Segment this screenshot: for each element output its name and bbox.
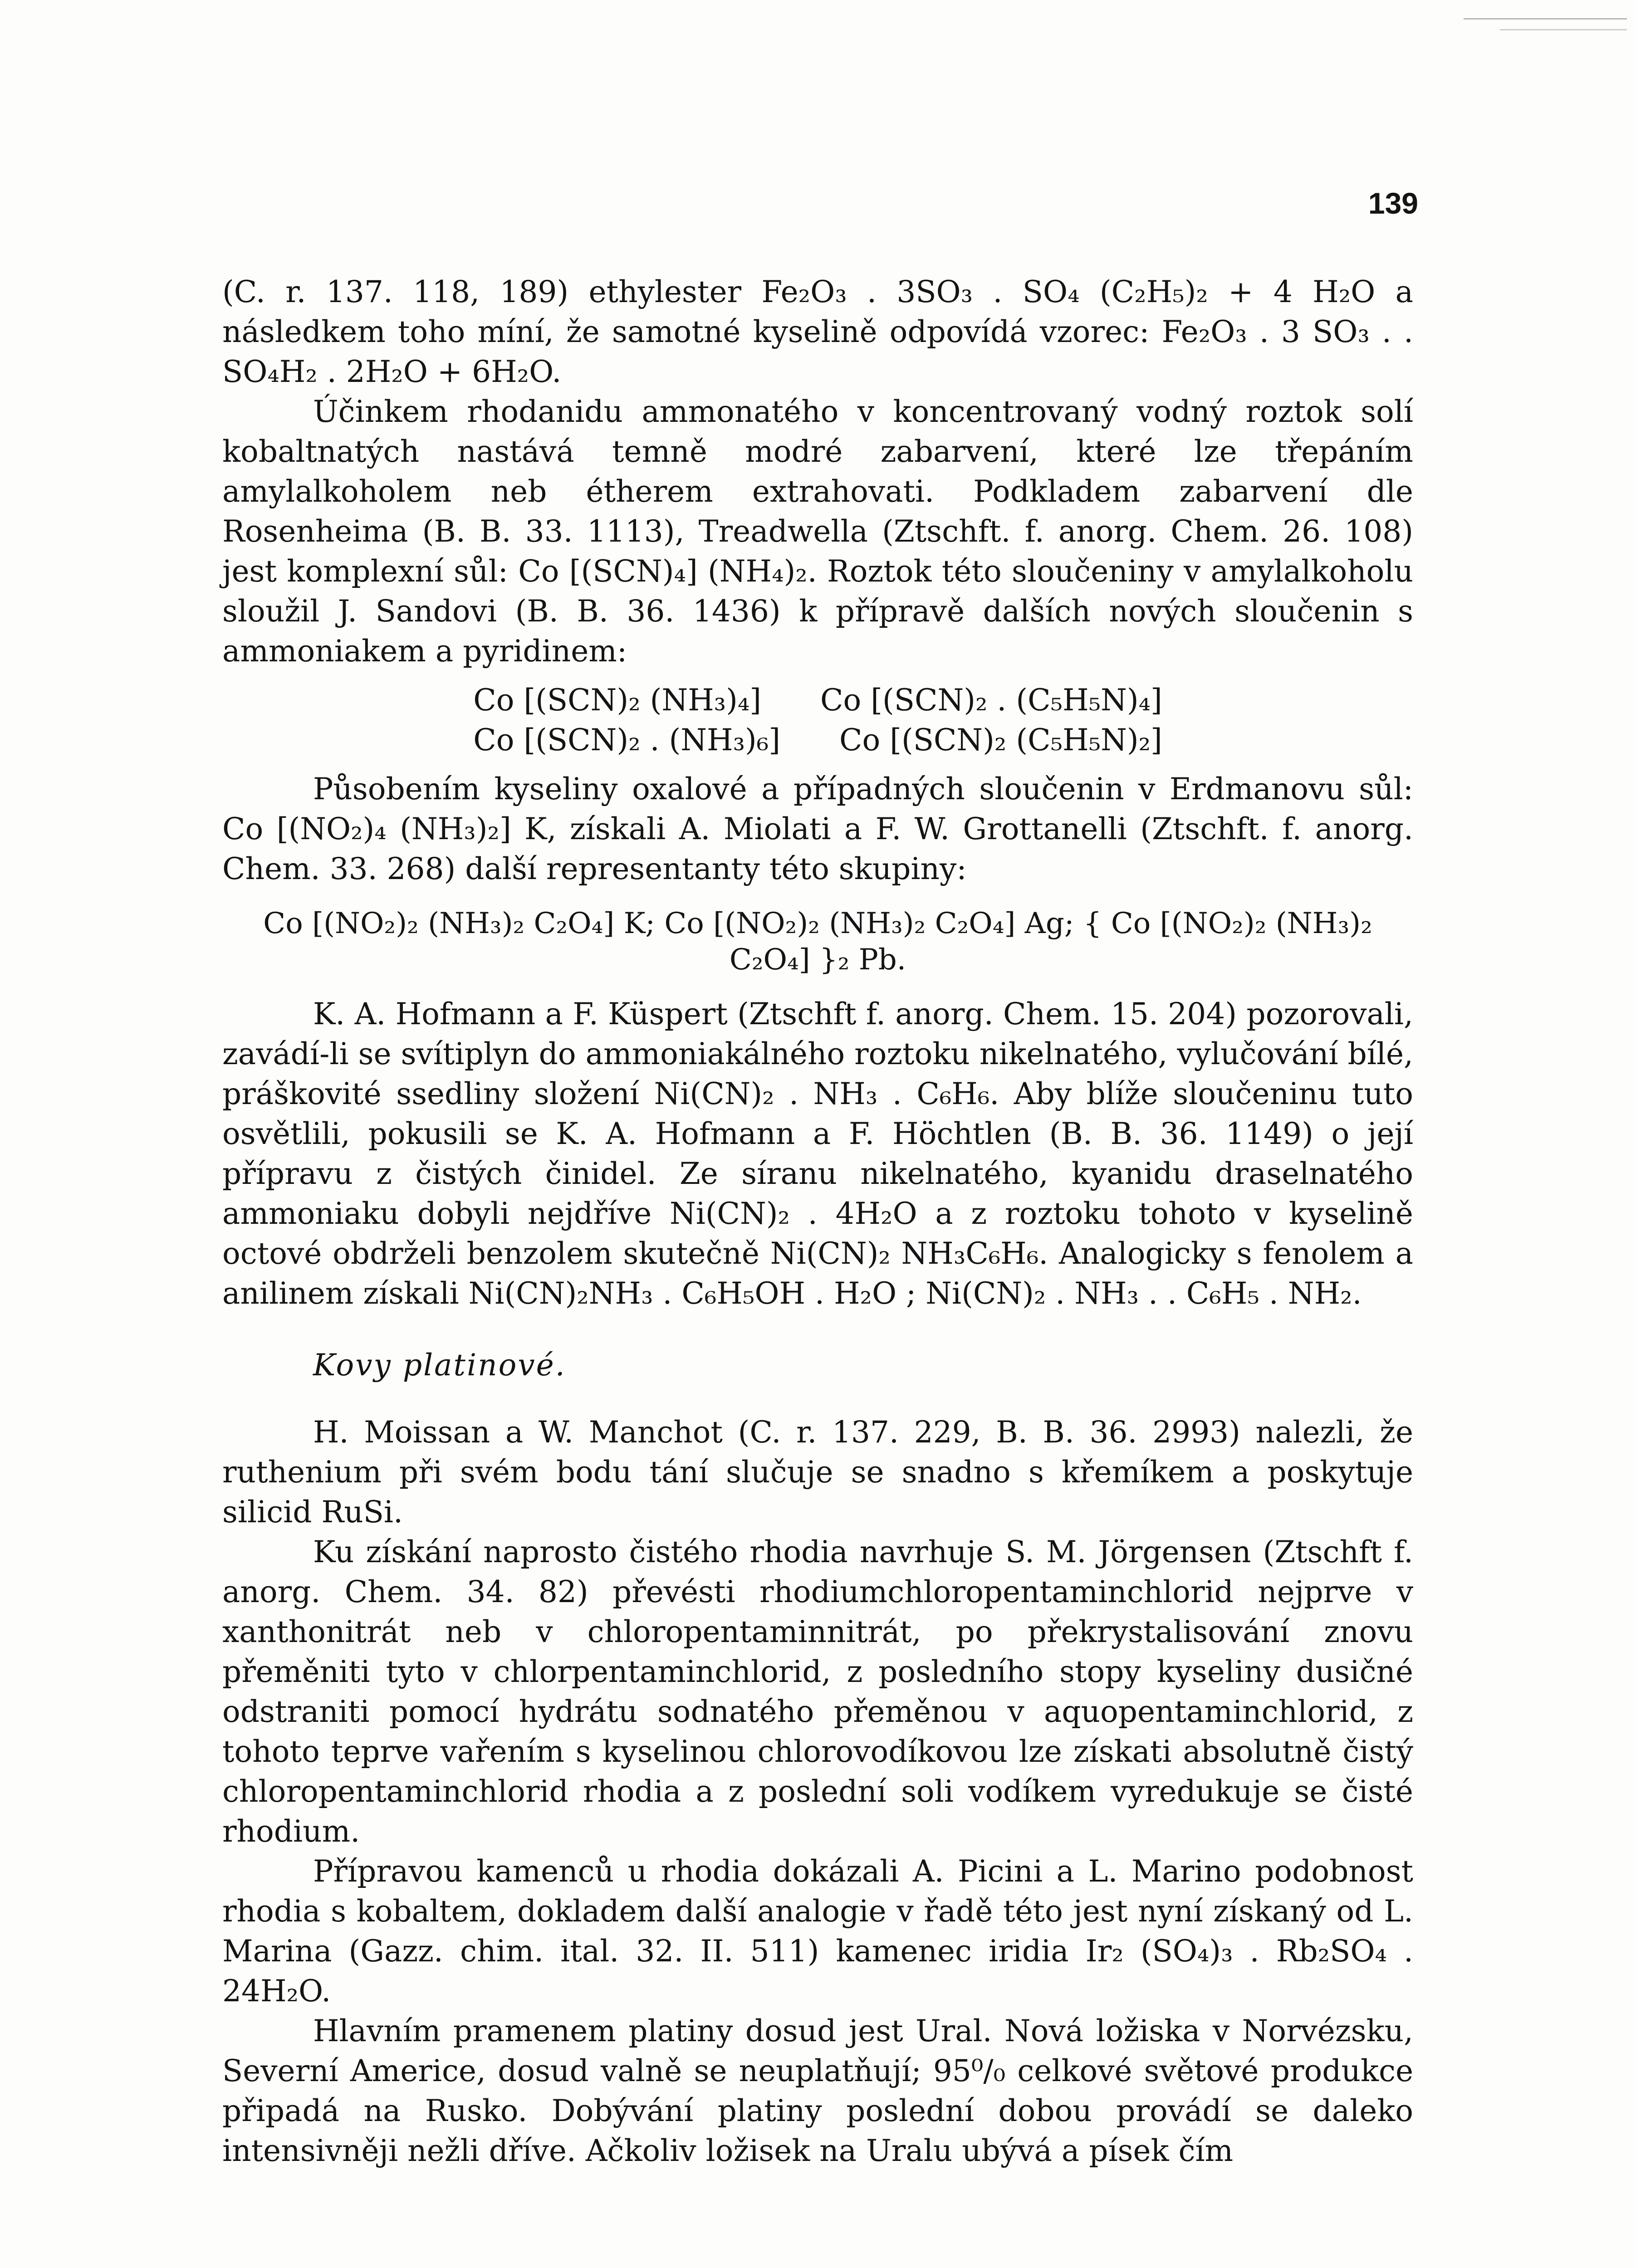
section-title: Kovy platinové. <box>313 1348 566 1383</box>
body-text <box>222 272 1413 2171</box>
page-number: 139 <box>1368 186 1418 220</box>
paragraph-picini: Přípravou kamenců u rhodia dokázali A. Picini a L. Marino podobnost rhodia s kobaltem, dokladem další analogie v řadě této jest nyní získaný od L. Marina (Gazz. chim. ital. 32. II. 511) kamenec iridia Ir₂ (SO₄)₃ . Rb₂SO₄ . 24H₂O. <box>222 1854 1413 2009</box>
formula-oxalato-complexes: Co [(NO₂)₂ (NH₃)₂ C₂O₄] K; Co [(NO₂)₂ (NH₃)₂ C₂O₄] Ag; { Co [(NO₂)₂ (NH₃)₂ C₂O₄] }₂ Pb. <box>263 907 1372 977</box>
paragraph-platinum-ural: Hlavním pramenem platiny dosud jest Ural. Nová ložiska v Norvézsku, Severní Americe, dosud valně se neuplatňují; 95⁰/₀ celkové světové produkce připadá na Rusko. Dobývání platiny poslední dobou provádí se daleko intensivněji nežli dříve. Ačkoliv ložisek na Uralu ubývá a písek čím <box>222 2014 1413 2168</box>
scan-edge-mark <box>1445 0 1636 54</box>
formula-1-1: Co [(SCN)₂ (NH₃)₄] <box>473 683 762 718</box>
formula-cobalt-complexes <box>222 680 1413 760</box>
paragraph-jorgensen: Ku získání naprosto čistého rhodia navrhuje S. M. Jörgensen (Ztschft f. anorg. Chem. 34. 82) převésti rhodiumchloropentaminchlorid nejprve v xanthonitrát neb v chloropentaminnitrát, po překrystalisování znovu přeměniti tyto v chlorpentaminchlorid, z posledního stopy kyseliny dusičné odstraniti pomocí hydrátu sodnatého přeměnou v aquopentaminchlorid, z tohoto teprve vařením s kyselinou chlorovodíkovou lze získati absolutně čistý chloropentaminchlorid rhodia a z poslední soli vodíkem vyredukuje se čisté rhodium. <box>222 1535 1413 1849</box>
formula-2-2: Co [(SCN)₂ (C₅H₅N)₂] <box>839 723 1162 758</box>
paragraph-erdman-salt: Působením kyseliny oxalové a případných sloučenin v Erdmanovu sůl: Co [(NO₂)₄ (NH₃)₂] K, získali A. Miolati a F. W. Grottanelli (Ztschft. f. anorg. Chem. 33. 268) další representanty této skupiny: <box>222 772 1413 886</box>
paragraph-rhodanid: Účinkem rhodanidu ammonatého v koncentrovaný vodný roztok solí kobaltnatých nastává temně modré zabarvení, které lze třepáním amylalkoholem neb étherem extrahovati. Podkladem zabarvení dle Rosenheima (B. B. 33. 1113), Treadwella (Ztschft. f. anorg. Chem. 26. 108) jest komplexní sůl: Co [(SCN)₄] (NH₄)₂. Roztok této sloučeniny v amylalkoholu sloužil J. Sandovi (B. B. 36. 1436) k přípravě dalších nových sloučenin s ammoniakem a pyridinem: <box>222 394 1413 669</box>
paragraph-hofmann: K. A. Hofmann a F. Küspert (Ztschft f. anorg. Chem. 15. 204) pozorovali, zavádí-li se svítiplyn do ammoniakálného roztoku nikelnatého, vylučování bílé, práškovité ssedliny složení Ni(CN)₂ . NH₃ . C₆H₆. Aby blíže sloučeninu tuto osvětlili, pokusili se K. A. Hofmann a F. Höchtlen (B. B. 36. 1149) o její přípravu z čistých činidel. Ze síranu nikelnatého, kyanidu draselnatého ammoniaku dobyli nejdříve Ni(CN)₂ . 4H₂O a z roztoku tohoto v kyselině octové obdrželi benzolem skutečně Ni(CN)₂ NH₃C₆H₆. Analogicky s fenolem a anilinem získali Ni(CN)₂NH₃ . C₆H₅OH . H₂O ; Ni(CN)₂ . NH₃ . . C₆H₅ . NH₂. <box>222 997 1413 1311</box>
formula-1-2: Co [(SCN)₂ . (C₅H₅N)₄] <box>820 683 1162 718</box>
formula-2-1: Co [(SCN)₂ . (NH₃)₆] <box>473 723 780 758</box>
paragraph-moissan: H. Moissan a W. Manchot (C. r. 137. 229, B. B. 36. 2993) nalezli, že ruthenium při svém bodu tání slučuje se snadno s křemíkem a poskytuje silicid RuSi. <box>222 1415 1413 1530</box>
paragraph-ethylester: (C. r. 137. 118, 189) ethylester Fe₂O₃ . 3SO₃ . SO₄ (C₂H₅)₂ + 4 H₂O a následkem toho míní, že samotné kyselině odpovídá vzorec: Fe₂O₃ . 3 SO₃ . . SO₄H₂ . 2H₂O + 6H₂O. <box>222 274 1413 389</box>
